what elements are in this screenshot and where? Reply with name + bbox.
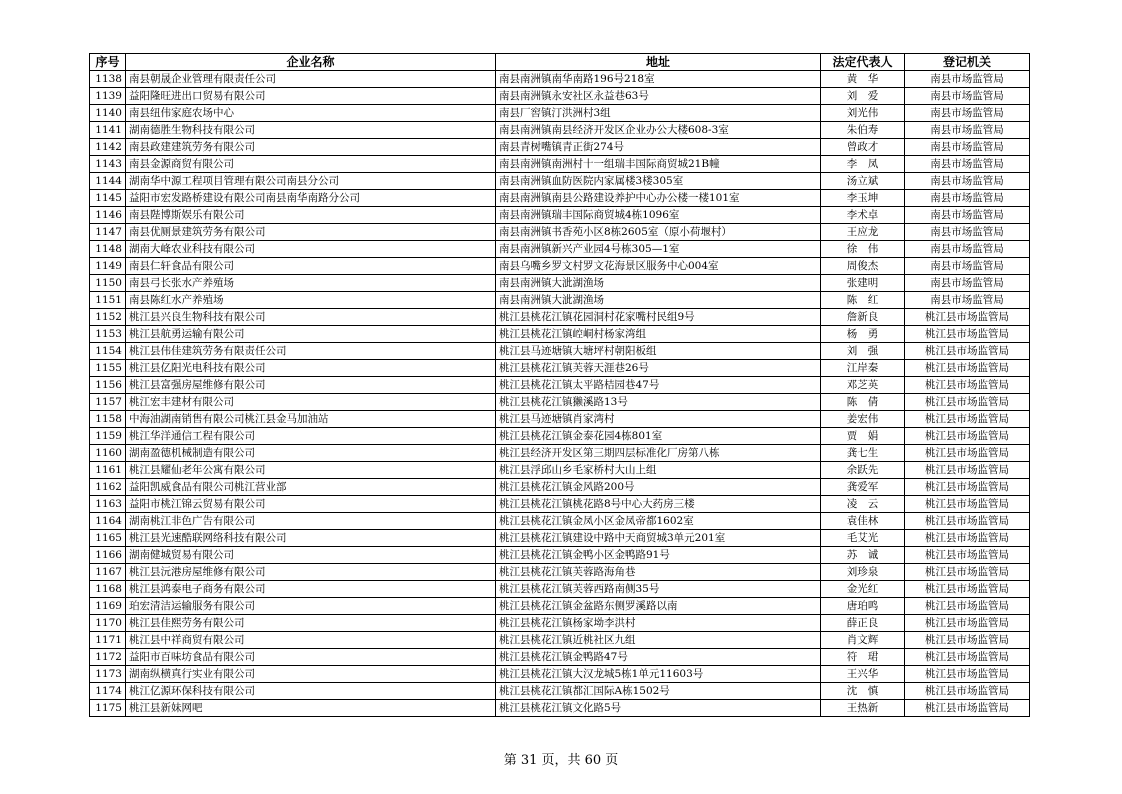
- cell-company-name: 桃江县富强房屋维修有限公司: [126, 377, 496, 394]
- cell-seq-no: 1162: [90, 479, 126, 496]
- cell-company-name: 益阳凯威食品有限公司桃江营业部: [126, 479, 496, 496]
- cell-address: 南县青树嘴镇青正街274号: [496, 139, 821, 156]
- table-row: [90, 377, 1030, 394]
- cell-address: 桃江县桃花江镇桃花路8号中心大药房三楼: [496, 496, 821, 513]
- table-row: [90, 411, 1030, 428]
- cell-registration-authority: 南县市场监管局: [905, 173, 1030, 190]
- cell-registration-authority: 桃江县市场监管局: [905, 530, 1030, 547]
- cell-company-name: 桃江县沅港房屋维修有限公司: [126, 564, 496, 581]
- cell-address: 桃江县经济开发区第三期四层标准化厂房第八栋: [496, 445, 821, 462]
- cell-seq-no: 1167: [90, 564, 126, 581]
- cell-seq-no: 1144: [90, 173, 126, 190]
- table-row: [90, 479, 1030, 496]
- cell-address: 桃江县桃花江镇大汉龙城5栋1单元11603号: [496, 666, 821, 683]
- cell-legal-representative: 王兴华: [821, 666, 905, 683]
- page-number: 第 31 页，共 60 页: [503, 753, 619, 768]
- header-company-name: 企业名称: [126, 54, 496, 71]
- cell-company-name: 桃江宏丰建材有限公司: [126, 394, 496, 411]
- cell-company-name: 益阳市宏发路桥建设有限公司南县南华南路分公司: [126, 190, 496, 207]
- cell-company-name: 南县优厕景建筑劳务有限公司: [126, 224, 496, 241]
- cell-address: 南县南洲镇新兴产业园4号栋305—1室: [496, 241, 821, 258]
- table-row: [90, 292, 1030, 309]
- cell-legal-representative: 朱伯寿: [821, 122, 905, 139]
- table-row: [90, 683, 1030, 700]
- cell-registration-authority: 桃江县市场监管局: [905, 360, 1030, 377]
- cell-seq-no: 1153: [90, 326, 126, 343]
- cell-address: 南县南洲镇血防医院内家属楼3楼305室: [496, 173, 821, 190]
- cell-registration-authority: 桃江县市场监管局: [905, 632, 1030, 649]
- cell-address: 南县南洲镇永安社区永益巷63号: [496, 88, 821, 105]
- cell-seq-no: 1140: [90, 105, 126, 122]
- cell-address: 桃江县桃花江镇崆峒村杨家湾组: [496, 326, 821, 343]
- cell-seq-no: 1142: [90, 139, 126, 156]
- cell-company-name: 南县纽伟家庭农场中心: [126, 105, 496, 122]
- cell-legal-representative: 贾 娟: [821, 428, 905, 445]
- cell-address: 桃江县桃花江镇近桃社区九组: [496, 632, 821, 649]
- cell-legal-representative: 刘珍泉: [821, 564, 905, 581]
- cell-address: 桃江县桃花江镇杨家坳李洪村: [496, 615, 821, 632]
- cell-company-name: 南县陛博斯娱乐有限公司: [126, 207, 496, 224]
- cell-legal-representative: 汤立斌: [821, 173, 905, 190]
- table-row: [90, 173, 1030, 190]
- cell-address: 桃江县马迹塘镇大塘坪村朝阳板组: [496, 343, 821, 360]
- cell-legal-representative: 沈 慎: [821, 683, 905, 700]
- cell-legal-representative: 李术卓: [821, 207, 905, 224]
- cell-seq-no: 1173: [90, 666, 126, 683]
- cell-seq-no: 1146: [90, 207, 126, 224]
- cell-registration-authority: 南县市场监管局: [905, 224, 1030, 241]
- cell-seq-no: 1170: [90, 615, 126, 632]
- cell-legal-representative: 龚爱军: [821, 479, 905, 496]
- cell-registration-authority: 桃江县市场监管局: [905, 479, 1030, 496]
- cell-registration-authority: 南县市场监管局: [905, 207, 1030, 224]
- cell-legal-representative: 龚七生: [821, 445, 905, 462]
- cell-legal-representative: 曾政才: [821, 139, 905, 156]
- cell-company-name: 桃江县兴良生物科技有限公司: [126, 309, 496, 326]
- cell-legal-representative: 毛艾光: [821, 530, 905, 547]
- table-row: [90, 666, 1030, 683]
- cell-legal-representative: 张建明: [821, 275, 905, 292]
- cell-company-name: 南县陈红水产养殖场: [126, 292, 496, 309]
- cell-company-name: 桃江县鸿泰电子商务有限公司: [126, 581, 496, 598]
- cell-address: 南县南洲镇南华南路196号218室: [496, 71, 821, 88]
- cell-registration-authority: 桃江县市场监管局: [905, 683, 1030, 700]
- cell-legal-representative: 姜宏伟: [821, 411, 905, 428]
- table-row: [90, 241, 1030, 258]
- cell-company-name: 桃江华洋通信工程有限公司: [126, 428, 496, 445]
- cell-legal-representative: 王热新: [821, 700, 905, 717]
- cell-company-name: 湖南华中源工程项目管理有限公司南县分公司: [126, 173, 496, 190]
- cell-legal-representative: 邓芝英: [821, 377, 905, 394]
- table-row: [90, 71, 1030, 88]
- cell-address: 桃江县桃花江镇獭溪路13号: [496, 394, 821, 411]
- cell-legal-representative: 刘 强: [821, 343, 905, 360]
- cell-legal-representative: 王应龙: [821, 224, 905, 241]
- cell-company-name: 桃江县新妹网吧: [126, 700, 496, 717]
- cell-registration-authority: 桃江县市场监管局: [905, 462, 1030, 479]
- cell-company-name: 桃江亿源环保科技有限公司: [126, 683, 496, 700]
- cell-legal-representative: 余跃先: [821, 462, 905, 479]
- cell-seq-no: 1169: [90, 598, 126, 615]
- cell-company-name: 湖南健城贸易有限公司: [126, 547, 496, 564]
- table-body: [90, 71, 1030, 717]
- cell-registration-authority: 桃江县市场监管局: [905, 394, 1030, 411]
- cell-address: 南县南洲镇瑞丰国际商贸城4栋1096室: [496, 207, 821, 224]
- cell-legal-representative: 凌 云: [821, 496, 905, 513]
- cell-seq-no: 1141: [90, 122, 126, 139]
- table-row: [90, 547, 1030, 564]
- cell-address: 桃江县桃花江镇太平路桔园巷47号: [496, 377, 821, 394]
- cell-legal-representative: 刘光伟: [821, 105, 905, 122]
- cell-seq-no: 1151: [90, 292, 126, 309]
- cell-registration-authority: 桃江县市场监管局: [905, 615, 1030, 632]
- cell-seq-no: 1159: [90, 428, 126, 445]
- cell-legal-representative: 陈 红: [821, 292, 905, 309]
- cell-address: 桃江县桃花江镇金泰花园4栋801室: [496, 428, 821, 445]
- cell-registration-authority: 桃江县市场监管局: [905, 377, 1030, 394]
- cell-company-name: 南县政建建筑劳务有限公司: [126, 139, 496, 156]
- table-row: [90, 326, 1030, 343]
- header-legal-representative: 法定代表人: [821, 54, 905, 71]
- cell-registration-authority: 南县市场监管局: [905, 258, 1030, 275]
- cell-seq-no: 1160: [90, 445, 126, 462]
- cell-company-name: 湖南德胜生物科技有限公司: [126, 122, 496, 139]
- cell-address: 桃江县浮邱山乡毛家桥村大山上组: [496, 462, 821, 479]
- cell-company-name: 南县仁轩食品有限公司: [126, 258, 496, 275]
- cell-registration-authority: 南县市场监管局: [905, 190, 1030, 207]
- cell-legal-representative: 肖文辉: [821, 632, 905, 649]
- table-row: [90, 445, 1030, 462]
- table-row: [90, 462, 1030, 479]
- header-row: [90, 54, 1030, 71]
- cell-address: 桃江县桃花江镇建设中路中天商贸城3单元201室: [496, 530, 821, 547]
- table-row: [90, 122, 1030, 139]
- table-row: [90, 275, 1030, 292]
- cell-seq-no: 1174: [90, 683, 126, 700]
- cell-registration-authority: 桃江县市场监管局: [905, 581, 1030, 598]
- cell-address: 南县南洲镇南县经济开发区企业办公大楼608-3室: [496, 122, 821, 139]
- cell-address: 南县厂窖镇汀洪洲村3组: [496, 105, 821, 122]
- table-row: [90, 394, 1030, 411]
- cell-company-name: 桃江县中祥商贸有限公司: [126, 632, 496, 649]
- cell-registration-authority: 南县市场监管局: [905, 88, 1030, 105]
- cell-seq-no: 1155: [90, 360, 126, 377]
- cell-seq-no: 1145: [90, 190, 126, 207]
- cell-company-name: 南县金源商贸有限公司: [126, 156, 496, 173]
- cell-company-name: 桃江县亿阳光电科技有限公司: [126, 360, 496, 377]
- cell-address: 桃江县桃花江镇文化路5号: [496, 700, 821, 717]
- cell-registration-authority: 南县市场监管局: [905, 275, 1030, 292]
- table-row: [90, 156, 1030, 173]
- cell-registration-authority: 桃江县市场监管局: [905, 700, 1030, 717]
- cell-company-name: 桃江县光速酷联网络科技有限公司: [126, 530, 496, 547]
- cell-legal-representative: 杨 勇: [821, 326, 905, 343]
- header-address: 地址: [496, 54, 821, 71]
- table-header: [90, 54, 1030, 71]
- cell-registration-authority: 南县市场监管局: [905, 71, 1030, 88]
- cell-legal-representative: 刘 爱: [821, 88, 905, 105]
- table-row: [90, 360, 1030, 377]
- cell-registration-authority: 桃江县市场监管局: [905, 513, 1030, 530]
- cell-address: 南县南洲镇南县公路建设养护中心办公楼一楼101室: [496, 190, 821, 207]
- header-seq-no: 序号: [90, 54, 126, 71]
- cell-seq-no: 1154: [90, 343, 126, 360]
- cell-address: 南县南洲镇南洲村十一组瑞丰国际商贸城21B幢: [496, 156, 821, 173]
- table-row: [90, 564, 1030, 581]
- cell-legal-representative: 袁佳林: [821, 513, 905, 530]
- cell-legal-representative: 陈 倩: [821, 394, 905, 411]
- cell-seq-no: 1152: [90, 309, 126, 326]
- enterprise-registry-table: [89, 53, 1030, 717]
- table-row: [90, 258, 1030, 275]
- cell-registration-authority: 桃江县市场监管局: [905, 445, 1030, 462]
- cell-registration-authority: 南县市场监管局: [905, 122, 1030, 139]
- cell-seq-no: 1149: [90, 258, 126, 275]
- cell-legal-representative: 李 凤: [821, 156, 905, 173]
- cell-address: 南县南洲镇书香苑小区8栋2605室（原小荷堰村）: [496, 224, 821, 241]
- cell-registration-authority: 南县市场监管局: [905, 156, 1030, 173]
- cell-address: 桃江县桃花江镇花园洞村花家嘴村民组9号: [496, 309, 821, 326]
- table-row: [90, 105, 1030, 122]
- table-row: [90, 190, 1030, 207]
- cell-registration-authority: 桃江县市场监管局: [905, 496, 1030, 513]
- cell-seq-no: 1166: [90, 547, 126, 564]
- cell-seq-no: 1165: [90, 530, 126, 547]
- table-row: [90, 139, 1030, 156]
- cell-seq-no: 1157: [90, 394, 126, 411]
- table-row: [90, 530, 1030, 547]
- table-row: [90, 309, 1030, 326]
- cell-registration-authority: 南县市场监管局: [905, 292, 1030, 309]
- cell-address: 桃江县马迹塘镇肖家湾村: [496, 411, 821, 428]
- cell-registration-authority: 南县市场监管局: [905, 139, 1030, 156]
- cell-registration-authority: 桃江县市场监管局: [905, 598, 1030, 615]
- table-row: [90, 496, 1030, 513]
- table-row: [90, 343, 1030, 360]
- cell-legal-representative: 符 珺: [821, 649, 905, 666]
- table-row: [90, 615, 1030, 632]
- cell-legal-representative: 徐 伟: [821, 241, 905, 258]
- cell-seq-no: 1158: [90, 411, 126, 428]
- cell-address: 桃江县桃花江镇金凤小区金凤帝都1602室: [496, 513, 821, 530]
- cell-legal-representative: 江岸秦: [821, 360, 905, 377]
- cell-address: 桃江县桃花江镇金鸭路47号: [496, 649, 821, 666]
- cell-registration-authority: 桃江县市场监管局: [905, 411, 1030, 428]
- table-row: [90, 88, 1030, 105]
- cell-address: 南县乌嘴乡罗文村罗文花海景区服务中心004室: [496, 258, 821, 275]
- cell-company-name: 益阳隆旺进出口贸易有限公司: [126, 88, 496, 105]
- cell-company-name: 湖南大峰农业科技有限公司: [126, 241, 496, 258]
- cell-seq-no: 1163: [90, 496, 126, 513]
- cell-company-name: 桃江县耀仙老年公寓有限公司: [126, 462, 496, 479]
- cell-legal-representative: 苏 诚: [821, 547, 905, 564]
- table-row: [90, 649, 1030, 666]
- table-row: [90, 632, 1030, 649]
- cell-address: 桃江县桃花江镇芙蓉西路南侧35号: [496, 581, 821, 598]
- cell-company-name: 益阳市百味坊食品有限公司: [126, 649, 496, 666]
- cell-registration-authority: 桃江县市场监管局: [905, 343, 1030, 360]
- cell-company-name: 南县弓长张水产养殖场: [126, 275, 496, 292]
- cell-company-name: 珀宏清洁运输服务有限公司: [126, 598, 496, 615]
- cell-seq-no: 1175: [90, 700, 126, 717]
- cell-seq-no: 1150: [90, 275, 126, 292]
- cell-registration-authority: 桃江县市场监管局: [905, 326, 1030, 343]
- cell-seq-no: 1143: [90, 156, 126, 173]
- cell-company-name: 桃江县佳熙劳务有限公司: [126, 615, 496, 632]
- cell-seq-no: 1148: [90, 241, 126, 258]
- table-row: [90, 581, 1030, 598]
- cell-registration-authority: 南县市场监管局: [905, 105, 1030, 122]
- cell-seq-no: 1172: [90, 649, 126, 666]
- cell-legal-representative: 薛正良: [821, 615, 905, 632]
- cell-registration-authority: 桃江县市场监管局: [905, 309, 1030, 326]
- table-row: [90, 224, 1030, 241]
- cell-company-name: 桃江县航勇运输有限公司: [126, 326, 496, 343]
- cell-address: 桃江县桃花江镇都汇国际A栋1502号: [496, 683, 821, 700]
- cell-legal-representative: 詹新良: [821, 309, 905, 326]
- cell-company-name: 南县朝晟企业管理有限责任公司: [126, 71, 496, 88]
- cell-legal-representative: 李玉坤: [821, 190, 905, 207]
- table-row: [90, 207, 1030, 224]
- cell-company-name: 湖南纵横真行实业有限公司: [126, 666, 496, 683]
- table-row: [90, 598, 1030, 615]
- cell-seq-no: 1161: [90, 462, 126, 479]
- cell-address: 桃江县桃花江镇金鸭小区金鸭路91号: [496, 547, 821, 564]
- cell-registration-authority: 南县市场监管局: [905, 241, 1030, 258]
- cell-address: 南县南洲镇大泚湖渔场: [496, 292, 821, 309]
- cell-legal-representative: 周俊杰: [821, 258, 905, 275]
- cell-legal-representative: 黄 华: [821, 71, 905, 88]
- cell-registration-authority: 桃江县市场监管局: [905, 564, 1030, 581]
- cell-seq-no: 1147: [90, 224, 126, 241]
- cell-address: 桃江县桃花江镇芙蓉天涯巷26号: [496, 360, 821, 377]
- cell-seq-no: 1171: [90, 632, 126, 649]
- cell-registration-authority: 桃江县市场监管局: [905, 649, 1030, 666]
- cell-company-name: 益阳市桃江锦云贸易有限公司: [126, 496, 496, 513]
- cell-company-name: 湖南盈德机械制造有限公司: [126, 445, 496, 462]
- cell-address: 南县南洲镇大泚湖渔场: [496, 275, 821, 292]
- table-row: [90, 700, 1030, 717]
- table-row: [90, 513, 1030, 530]
- cell-legal-representative: 唐珀鸣: [821, 598, 905, 615]
- cell-company-name: 湖南桃江非色广告有限公司: [126, 513, 496, 530]
- cell-seq-no: 1139: [90, 88, 126, 105]
- cell-address: 桃江县桃花江镇芙蓉路海角巷: [496, 564, 821, 581]
- cell-registration-authority: 桃江县市场监管局: [905, 666, 1030, 683]
- table-row: [90, 428, 1030, 445]
- cell-address: 桃江县桃花江镇金盆路东侧罗溪路以南: [496, 598, 821, 615]
- cell-legal-representative: 金光红: [821, 581, 905, 598]
- cell-address: 桃江县桃花江镇金风路200号: [496, 479, 821, 496]
- cell-seq-no: 1168: [90, 581, 126, 598]
- cell-seq-no: 1156: [90, 377, 126, 394]
- cell-registration-authority: 桃江县市场监管局: [905, 428, 1030, 445]
- cell-company-name: 桃江县伟佳建筑劳务有限责任公司: [126, 343, 496, 360]
- cell-seq-no: 1164: [90, 513, 126, 530]
- cell-company-name: 中海油湖南销售有限公司桃江县金马加油站: [126, 411, 496, 428]
- cell-registration-authority: 桃江县市场监管局: [905, 547, 1030, 564]
- header-registration-authority: 登记机关: [905, 54, 1030, 71]
- cell-seq-no: 1138: [90, 71, 126, 88]
